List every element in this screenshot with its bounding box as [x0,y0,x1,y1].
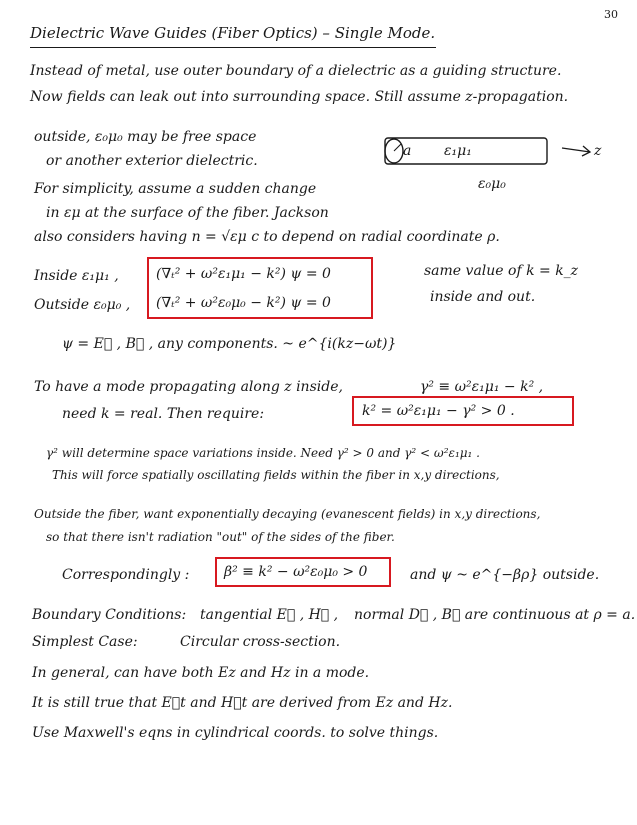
outside-decay: and ψ ~ e^{−βρ} outside. [410,567,600,583]
general-line-2: It is still true that E⃗t and H⃗t are derived from Ez and Hz. [32,695,453,711]
spatial-line-2: This will force spatially oscillating fields within the fiber in x,y directions, [52,468,500,482]
beta-condition-equation: β² ≡ k² − ω²ε₀μ₀ > 0 [224,564,368,580]
outside-line-1: outside, ε₀μ₀ may be free space [34,129,257,145]
outside-medium-label: Outside ε₀μ₀ , [34,297,131,313]
simplest-text: Circular cross-section. [180,634,341,650]
psi-definition: ψ = E⃗ , B⃗ , any components. ~ e^{i(kz−ωt)} [62,336,397,352]
gamma-definition: γ² ≡ ω²ε₁μ₁ − k² , [420,379,544,395]
radius-line [394,144,401,151]
correspondingly-label: Correspondingly : [62,567,190,583]
diagram-a-label: a [403,143,412,159]
bc-label: Boundary Conditions: [32,607,187,623]
outside-line-2: or another exterior dielectric. [46,153,258,169]
simplicity-line-3: also considers having n = √εμ c to depend on radial coordinate ρ. [34,229,500,245]
same-k-note-2: inside and out. [430,289,536,305]
outside-fiber-line-1: Outside the fiber, want exponentially decaying (evanescent fields) in x,y directions, [34,507,541,521]
simplicity-line-1: For simplicity, assume a sudden change [34,181,317,197]
bc-tangential: tangential E⃗ , H⃗ , [200,607,339,623]
outside-wave-equation: (∇ₜ² + ω²ε₀μ₀ − k²) ψ = 0 [156,295,331,311]
diagram-inside-label: ε₁μ₁ [444,143,472,159]
outside-fiber-line-2: so that there isn't radiation "out" of the sides of the fiber. [46,530,395,544]
k-condition-equation: k² = ω²ε₁μ₁ − γ² > 0 . [362,403,515,419]
page-title: Dielectric Wave Guides (Fiber Optics) – Single Mode. [30,24,436,42]
simplicity-line-2: in εμ at the surface of the fiber. Jackson [46,205,329,221]
bc-normal: normal D⃗ , B⃗ are continuous at ρ = a. [354,607,636,623]
inside-medium-label: Inside ε₁μ₁ , [34,268,119,284]
intro-line-2: Now fields can leak out into surrounding space. Still assume z-propagation. [30,89,569,105]
simplest-label: Simplest Case: [32,634,138,650]
mode-line-2: need k = real. Then require: [62,406,265,422]
mode-line-1: To have a mode propagating along z inside, [34,379,343,395]
general-line-1: In general, can have both Ez and Hz in a mode. [32,665,370,681]
intro-line-1: Instead of metal, use outer boundary of a dielectric as a guiding structure. [30,63,562,79]
page-number: 30 [604,8,618,21]
same-k-note-1: same value of k = k_z [424,263,579,279]
diagram-outside-label: ε₀μ₀ [478,176,506,192]
inside-wave-equation: (∇ₜ² + ω²ε₁μ₁ − k²) ψ = 0 [156,266,331,282]
general-line-3: Use Maxwell's eqns in cylindrical coords. to solve things. [32,725,439,741]
diagram-z-label: z [594,143,602,159]
spatial-line-1: γ² will determine space variations inside. Need γ² > 0 and γ² < ω²ε₁μ₁ . [46,446,480,460]
